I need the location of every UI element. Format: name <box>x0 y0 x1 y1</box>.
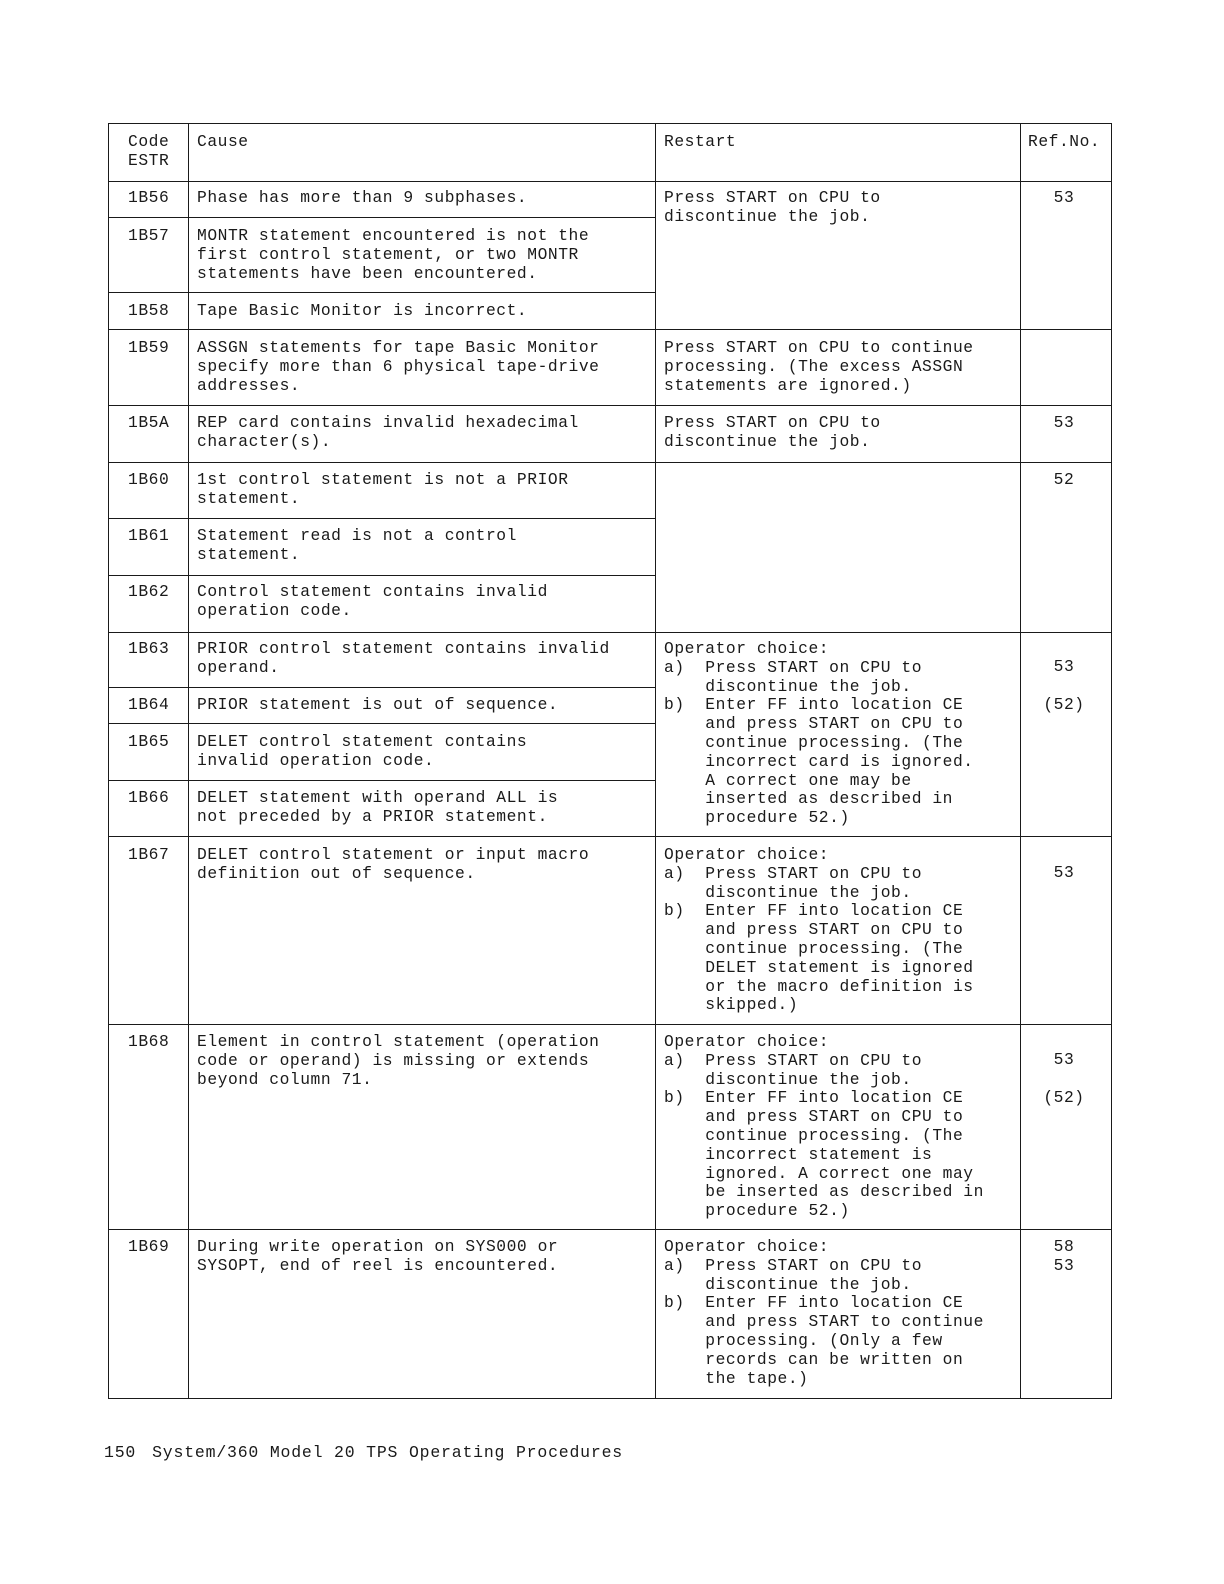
code-cell: 1B57 <box>128 226 170 245</box>
code-cell: 1B67 <box>128 845 170 864</box>
cause-cell: REP card contains invalid hexadecimal character(s). <box>197 413 579 451</box>
cause-cell: PRIOR statement is out of sequence. <box>197 695 559 714</box>
code-cell: 1B5A <box>128 413 170 432</box>
header-cause: Cause <box>197 132 249 151</box>
code-cell: 1B61 <box>128 526 170 545</box>
code-cell: 1B68 <box>128 1032 170 1051</box>
header-estr: ESTR <box>128 151 170 170</box>
header-restart: Restart <box>664 132 737 151</box>
header-ref-no: Ref.No. <box>1028 132 1101 151</box>
ref-cell: 58 53 <box>1053 1237 1075 1275</box>
cause-cell: DELET control statement or input macro definition out of sequence. <box>197 845 590 883</box>
ref-cell: 53 <box>1053 863 1075 882</box>
restart-cell: Operator choice: a) Press START on CPU to discontinue the job. b) Enter FF into location CE and press START to continue processing. (Only a few records can be written on the tape.) <box>664 1237 984 1388</box>
cause-cell: Control statement contains invalid operation code. <box>197 582 548 620</box>
restart-cell: Press START on CPU to continue processing. (The excess ASSGN statements are ignored.) <box>664 338 974 395</box>
code-cell: 1B62 <box>128 582 170 601</box>
page-footer <box>104 1443 639 1462</box>
cause-cell: Phase has more than 9 subphases. <box>197 188 528 207</box>
code-cell: 1B56 <box>128 188 170 207</box>
cause-cell: During write operation on SYS000 or SYSOPT, end of reel is encountered. <box>197 1237 559 1275</box>
ref-cell: 53 <box>1053 657 1075 676</box>
cause-cell: Statement read is not a control statement. <box>197 526 517 564</box>
code-cell: 1B66 <box>128 788 170 807</box>
code-cell: 1B65 <box>128 732 170 751</box>
ref-cell: (52) <box>1043 695 1085 714</box>
ref-cell: 52 <box>1053 470 1075 489</box>
page-number: 150 <box>104 1443 137 1462</box>
cause-cell: DELET statement with operand ALL is not preceded by a PRIOR statement. <box>197 788 559 826</box>
restart-cell: Operator choice: a) Press START on CPU to discontinue the job. b) Enter FF into location CE and press START on CPU to continue processing. (The DELET statement is ignored or the macro definition is skipped.) <box>664 845 974 1015</box>
code-cell: 1B60 <box>128 470 170 489</box>
cause-cell: 1st control statement is not a PRIOR statement. <box>197 470 569 508</box>
cause-cell: Element in control statement (operation code or operand) is missing or extends beyond column 71. <box>197 1032 600 1089</box>
code-cell: 1B64 <box>128 695 170 714</box>
restart-cell: Operator choice: a) Press START on CPU to discontinue the job. b) Enter FF into location CE and press START on CPU to continue processing. (The incorrect statement is ignored. A correct one may be inserted as described in procedure 52.) <box>664 1032 984 1221</box>
restart-cell: Press START on CPU to discontinue the job. <box>664 188 881 226</box>
cause-cell: Tape Basic Monitor is incorrect. <box>197 301 528 320</box>
ref-cell: 53 <box>1053 188 1075 207</box>
code-cell: 1B58 <box>128 301 170 320</box>
cause-cell: DELET control statement contains invalid operation code. <box>197 732 528 770</box>
document-title: System/360 Model 20 TPS Operating Procedures <box>152 1443 623 1462</box>
code-cell: 1B63 <box>128 639 170 658</box>
cause-cell: ASSGN statements for tape Basic Monitor specify more than 6 physical tape-drive addresses. <box>197 338 600 395</box>
code-cell: 1B59 <box>128 338 170 357</box>
restart-cell: Operator choice: a) Press START on CPU to discontinue the job. b) Enter FF into location CE and press START on CPU to continue processing. (The incorrect card is ignored. A correct one may be inserted as described in procedure 52.) <box>664 639 974 828</box>
restart-cell: Press START on CPU to discontinue the job. <box>664 413 881 451</box>
ref-cell: 53 <box>1053 1050 1075 1069</box>
header-code: Code <box>128 132 170 151</box>
ref-cell: 53 <box>1053 413 1075 432</box>
cause-cell: MONTR statement encountered is not the first control statement, or two MONTR statements have been encountered. <box>197 226 590 283</box>
ref-cell: (52) <box>1043 1088 1085 1107</box>
code-cell: 1B69 <box>128 1237 170 1256</box>
cause-cell: PRIOR control statement contains invalid operand. <box>197 639 610 677</box>
